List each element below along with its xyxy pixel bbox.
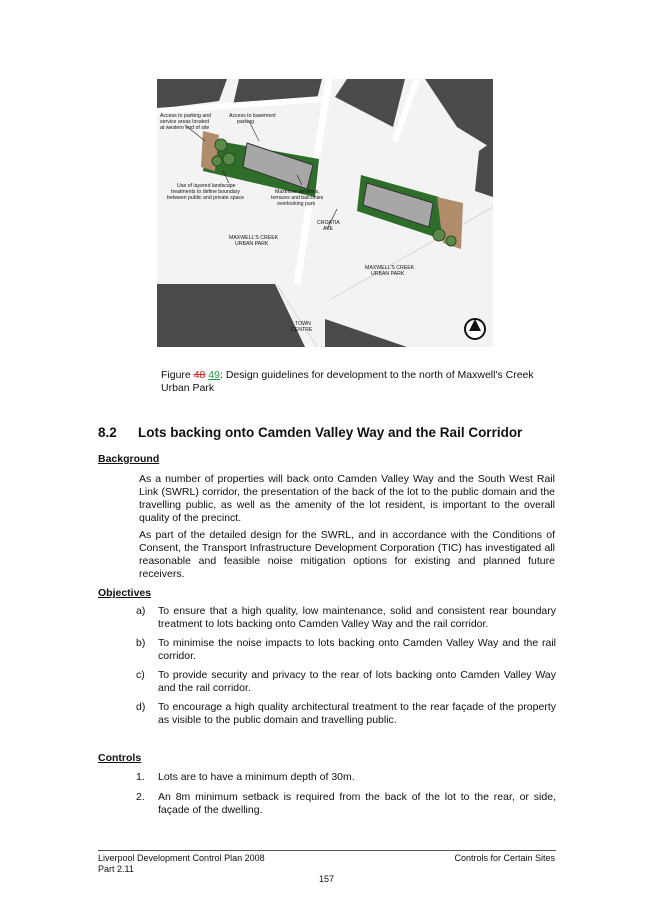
objective-text: To provide security and privacy to the rear of lots backing onto Camden Valley Way and the rail corridor. [158,669,556,694]
background-paragraph-1: As a number of properties will back onto Camden Valley Way and the South West Rail Link (SWRL) corridor, the presentation of the back of the lot to the public domain and the travelling public, as well as the amenity of the lot resident, is important to the overall quality of the precinct. [139,473,555,524]
objective-marker: d) [136,701,146,713]
control-marker: 2. [136,791,145,803]
control-item [136,771,556,784]
footer-plan-name: Liverpool Development Control Plan 2008 [98,853,265,863]
footer-document-title [98,853,265,875]
controls-heading: Controls [98,752,142,764]
objective-item [136,669,556,695]
control-text: An 8m minimum setback is required from the back of the lot to the rear, or side, façade of the dwelling. [158,791,556,816]
caption-inserted-number: 49 [208,369,220,381]
background-paragraph-2: As part of the detailed design for the SWRL, and in accordance with the Conditions of Consent, the Transport Infrastructure Development Corporation (TIC) has investigated all reasonable and feasible noise mitigation options for existing and planned future receivers. [139,529,555,580]
objective-text: To ensure that a high quality, low maintenance, solid and consistent rear boundary treatment to lots backing onto Camden Valley Way and the rail corridor. [158,605,556,630]
figure-caption [161,369,561,395]
objectives-heading: Objectives [98,587,152,599]
site-plan-drawing [157,79,493,347]
label-parking-access: Access to parking and service areas located at western end of site [160,113,212,131]
caption-text: : Design guidelines for development to the north of Maxwell's Creek Urban Park [161,369,534,394]
control-text: Lots are to have a minimum depth of 30m. [158,771,355,783]
label-town-centre: TOWN CENTRE [291,321,313,333]
page-number: 157 [318,874,335,884]
footer-section-name: Controls for Certain Sites [454,853,555,863]
objective-text: To minimise the noise impacts to lots backing onto Camden Valley Way and the rail corridor. [158,637,556,662]
footer-part: Part 2.11 [98,864,134,874]
label-croatia-ave: CROATIA AVE [317,220,340,232]
caption-deleted-number: 48 [193,369,206,381]
label-maximise-windows: Maximise windows, terraces and balconies overlooking park [271,189,324,207]
label-park-left: MAXWELL'S CREEK URBAN PARK [229,235,279,247]
section-number: 8.2 [98,425,117,440]
background-heading: Background [98,453,160,465]
control-marker: 1. [136,771,145,783]
site-plan-figure [157,79,493,347]
label-park-right: MAXWELL'S CREEK URBAN PARK [365,265,415,277]
control-item [136,791,556,817]
objective-text: To encourage a high quality architectural treatment to the rear façade of the property as visible to the public domain and travelling public. [158,701,556,726]
objective-marker: b) [136,637,146,649]
label-landscape: Use of layered landscape treatments to define boundary between public and private space [167,183,244,201]
caption-prefix: Figure [161,369,194,381]
label-basement-access: Access to basement parking [229,113,276,125]
objective-item [136,605,556,631]
section-heading [98,425,522,440]
objective-item [136,637,556,663]
objective-item [136,701,556,727]
objective-marker: a) [136,605,146,617]
section-title: Lots backing onto Camden Valley Way and the Rail Corridor [138,425,523,440]
objective-marker: c) [136,669,145,681]
footer-divider [98,850,556,851]
